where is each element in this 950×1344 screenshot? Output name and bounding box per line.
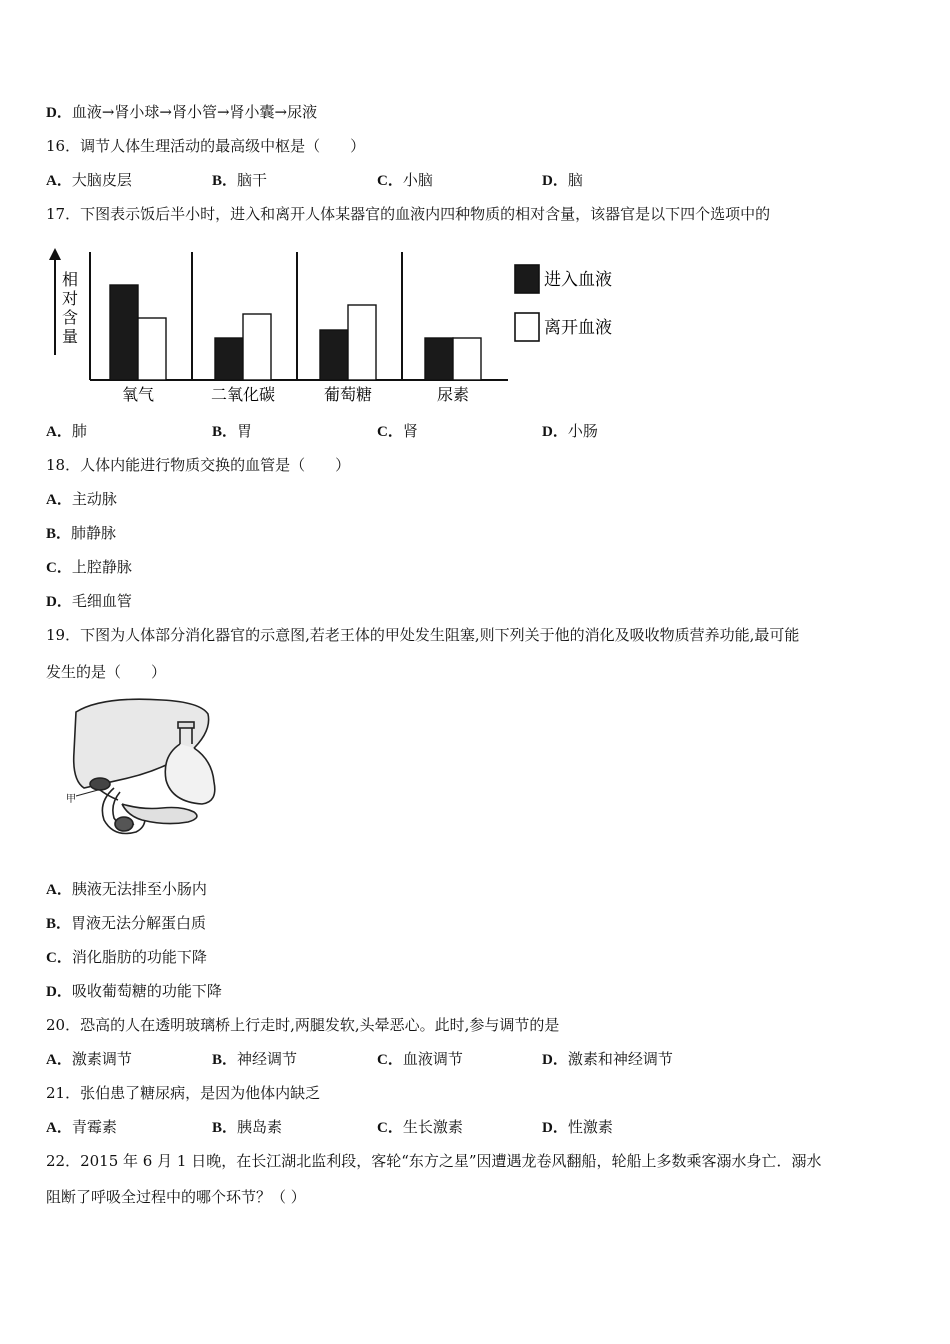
q17-option-c: C．肾 <box>377 422 418 440</box>
ylabel-char-0: 相 <box>61 270 79 289</box>
pointer-line <box>76 790 98 796</box>
bar-0-1 <box>138 318 166 380</box>
intestine-end <box>115 817 133 831</box>
ylabel-char-1: 对 <box>61 289 79 308</box>
q21-option-b: B．胰岛素 <box>212 1118 283 1136</box>
q20-stem: 20．恐高的人在透明玻璃桥上行走时,两腿发软,头晕恶心。此时,参与调节的是 <box>46 1016 560 1034</box>
bar-1-1 <box>243 314 271 380</box>
legend-label-1: 离开血液 <box>544 318 612 338</box>
gallbladder <box>90 778 110 790</box>
q17-option-a: A．肺 <box>46 422 87 440</box>
q21-option-d: D．性激素 <box>542 1118 613 1136</box>
q20-option-d: D．激素和神经调节 <box>542 1050 673 1068</box>
diagram-label-jia: 甲 <box>66 794 76 805</box>
y-axis-arrow <box>49 248 61 260</box>
q19-option-d: D．吸收葡萄糖的功能下降 <box>46 982 222 1000</box>
q16-option-d: D．脑 <box>542 171 583 189</box>
bar-0-0 <box>110 285 138 380</box>
q21-stem: 21．张伯患了糖尿病，是因为他体内缺乏 <box>46 1084 321 1102</box>
q19-stem-line1: 19．下图为人体部分消化器官的示意图,若老王体的甲处发生阻塞,则下列关于他的消化及吸收物质营养功能,最可能 <box>46 626 800 644</box>
bar-3-0 <box>425 338 453 380</box>
stomach <box>165 744 215 804</box>
q20-option-c: C．血液调节 <box>377 1050 463 1068</box>
q16-option-a: A．大脑皮层 <box>46 171 132 189</box>
category-label-2: 葡萄糖 <box>323 385 373 404</box>
bile-duct <box>100 790 118 800</box>
q18-option-a: A．主动脉 <box>46 490 117 508</box>
q20-option-a: A．激素调节 <box>46 1050 132 1068</box>
q15-option-d: D．血液→肾小球→肾小管→肾小囊→尿液 <box>46 103 318 121</box>
bar-2-1 <box>348 305 376 380</box>
q19-option-b: B．胃液无法分解蛋白质 <box>46 914 207 932</box>
bar-2-0 <box>320 330 348 380</box>
q18-option-d: D．毛细血管 <box>46 592 132 610</box>
esophagus-top <box>178 722 194 728</box>
bar-3-1 <box>453 338 481 380</box>
category-label-0: 氧气 <box>121 385 155 404</box>
q17-stem: 17．下图表示饭后半小时，进入和离开人体某器官的血液内四种物质的相对含量，该器官是以下四个选项中的 <box>46 205 771 223</box>
bar-1-0 <box>215 338 243 380</box>
digestive-organs-diagram <box>62 692 232 847</box>
q19-stem-line2: 发生的是（ ） <box>46 663 167 681</box>
q17-option-d: D．小肠 <box>542 422 598 440</box>
q17-bar-chart <box>40 240 640 415</box>
q16-option-b: B．脑干 <box>212 171 268 189</box>
q20-option-b: B．神经调节 <box>212 1050 298 1068</box>
category-label-3: 尿素 <box>436 385 470 404</box>
pancreas <box>122 804 197 824</box>
category-label-1: 二氧化碳 <box>210 385 276 404</box>
q16-option-c: C．小脑 <box>377 171 433 189</box>
q18-option-b: B．肺静脉 <box>46 524 117 542</box>
q18-option-c: C．上腔静脉 <box>46 558 132 576</box>
q17-option-b: B．胃 <box>212 422 253 440</box>
q16-stem: 16．调节人体生理活动的最高级中枢是（ ） <box>46 137 366 155</box>
ylabel-char-2: 含 <box>61 308 79 327</box>
q19-option-c: C．消化脂肪的功能下降 <box>46 948 207 966</box>
q18-stem: 18．人体内能进行物质交换的血管是（ ） <box>46 456 351 474</box>
q19-option-a: A．胰液无法排至小肠内 <box>46 880 207 898</box>
ylabel-char-3: 量 <box>61 327 79 346</box>
q22-stem-line2: 阻断了呼吸全过程中的哪个环节？（ ） <box>46 1188 306 1206</box>
legend-swatch-1 <box>515 313 539 341</box>
q21-option-a: A．青霉素 <box>46 1118 117 1136</box>
legend-swatch-0 <box>515 265 539 293</box>
q22-stem-line1: 22．2015 年 6 月 1 日晚，在长江湖北监利段，客轮“东方之星”因遭遇龙卷风翻船，轮船上多数乘客溺水身亡．溺水 <box>46 1152 822 1170</box>
legend-label-0: 进入血液 <box>544 270 612 290</box>
q21-option-c: C．生长激素 <box>377 1118 463 1136</box>
